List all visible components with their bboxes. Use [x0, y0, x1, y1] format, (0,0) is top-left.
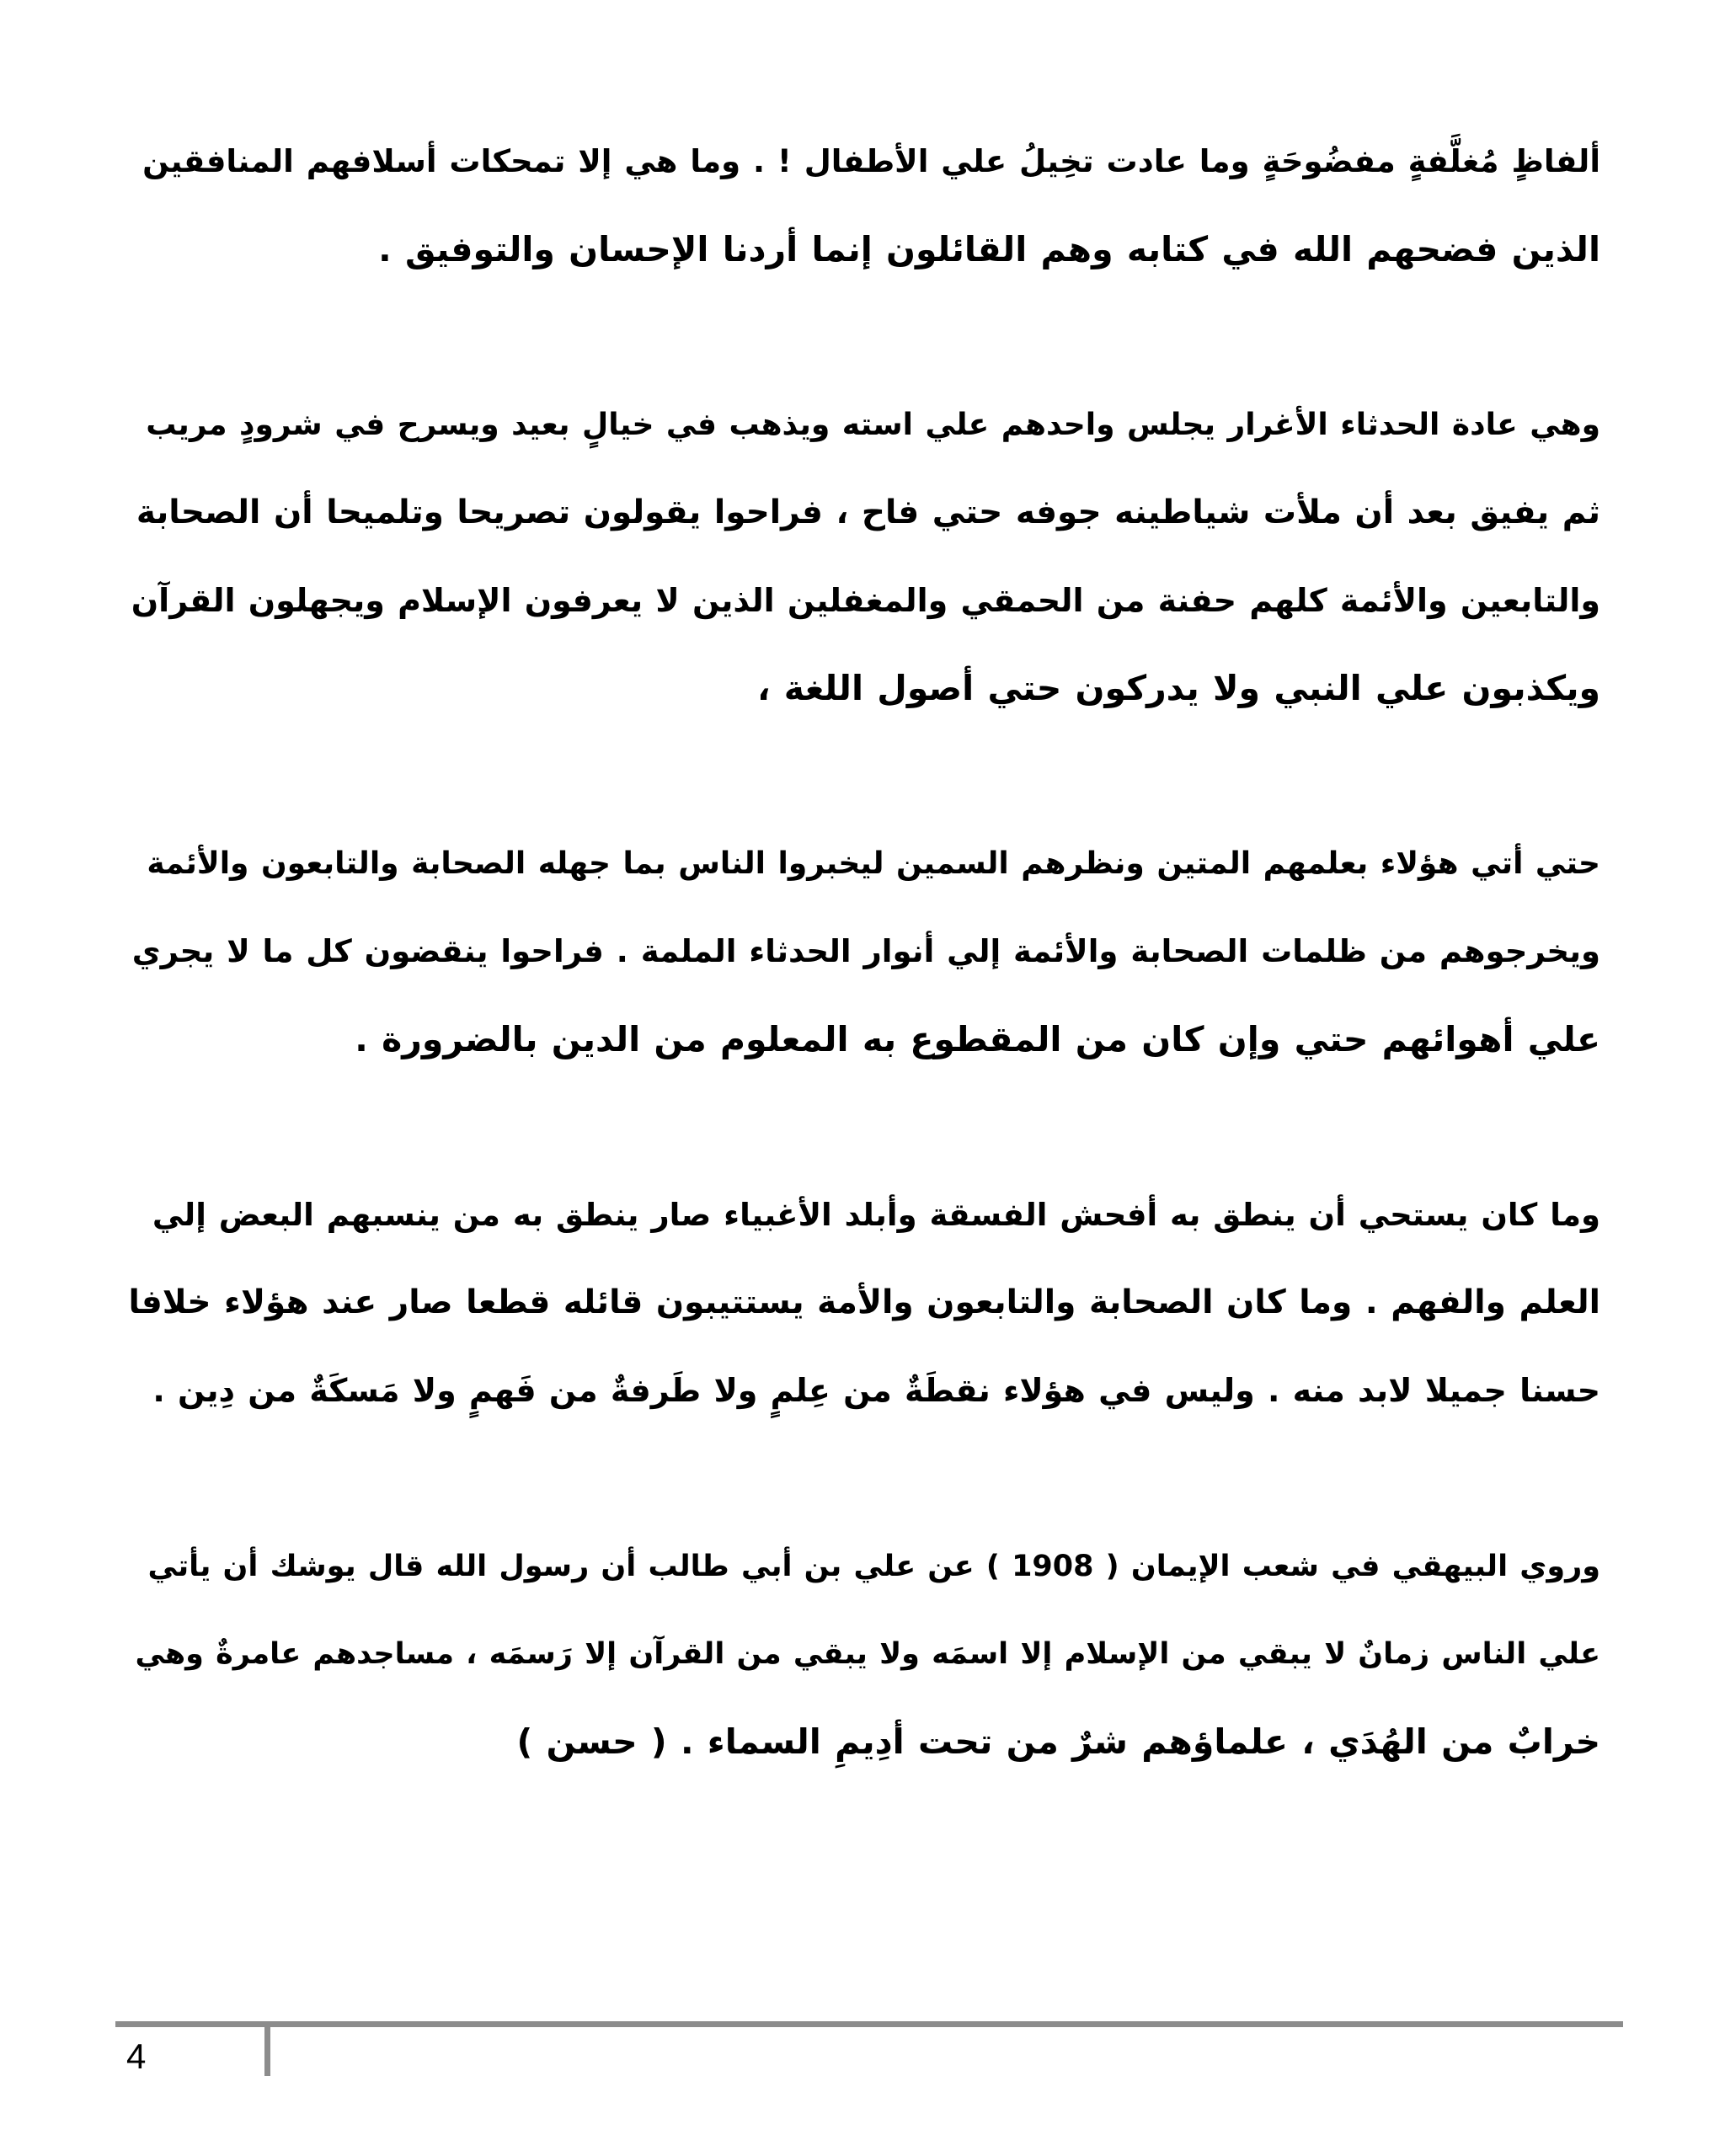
- text-line: وما كان يستحي أن ينطق به أفحش الفسقة وأبلد الأغبياء صار ينطق به من ينسبهم البعض إلي: [152, 1197, 1600, 1233]
- text-line: خرابٌ من الهُدَي ، علماؤهم شرٌ من تحت أدِيمِ السماء . ( حسن ): [516, 1721, 1600, 1762]
- text-line: وهي عادة الحدثاء الأغرار يجلس واحدهم علي استه ويذهب في خيالٍ بعيد ويسرح في شرودٍ مريب: [146, 408, 1600, 442]
- paragraph-5: [126, 1523, 1600, 1785]
- text-line: حتي أتي هؤلاء بعلمهم المتين ونظرهم السمين ليخبروا الناس بما جهله الصحابة والتابعون والأئمة: [147, 846, 1600, 881]
- footer-divider: [115, 2021, 1623, 2027]
- text-line: علي أهوائهم حتي وإن كان من المقطوع به المعلوم من الدين بالضرورة .: [355, 1019, 1600, 1059]
- paragraph-4: [126, 1171, 1600, 1434]
- text-line: ثم يفيق بعد أن ملأت شياطينه جوفه حتي فاح ، فراحوا يقولون تصريحا وتلميحا أن الصحابة: [136, 494, 1600, 531]
- text-line: ويكذبون علي النبي ولا يدركون حتي أصول اللغة ،: [756, 668, 1600, 708]
- text-line: وروي البيهقي في شعب الإيمان ( 1908 ) عن علي بن أبي طالب أن رسول الله قال يوشك أن يأتي: [147, 1550, 1600, 1583]
- text-line: علي الناس زمانٌ لا يبقي من الإسلام إلا اسمَه ولا يبقي من القرآن إلا رَسمَه ، مساجدهم عامرةٌ وهي: [135, 1637, 1600, 1671]
- text-line: والتابعين والأئمة كلهم حفنة من الحمقي والمغفلين الذين لا يعرفون الإسلام ويجهلون القرآن: [131, 582, 1600, 619]
- paragraph-3: [126, 820, 1600, 1083]
- footer-vertical-divider: [264, 2027, 270, 2076]
- paragraph-1: [126, 118, 1600, 293]
- page-body: [126, 118, 1600, 1874]
- text-line: الذين فضحهم الله في كتابه وهم القائلون إنما أردنا الإحسان والتوفيق .: [378, 229, 1600, 270]
- text-line: حسنا جميلا لابد منه . وليس في هؤلاء نقطَةٌ من عِلمٍ ولا طَرفةٌ من فَهمٍ ولا مَسكَةٌ من دِين .: [152, 1372, 1600, 1409]
- text-line: ألفاظٍ مُغلَّفةٍ مفضُوحَةٍ وما عادت تخِيلُ علي الأطفال ! . وما هي إلا تمحكات أسلافهم المنافقين: [142, 143, 1600, 179]
- page-number: 4: [126, 2036, 147, 2076]
- paragraph-2: [126, 382, 1600, 732]
- text-line: العلم والفهم . وما كان الصحابة والتابعون والأمة يستتيبون قائله قطعا صار عند هؤلاء خلافا: [128, 1283, 1600, 1321]
- text-line: ويخرجوهم من ظلمات الصحابة والأئمة إلي أنوار الحدثاء الملمة . فراحوا ينقضون كل ما لا يجري: [131, 933, 1600, 969]
